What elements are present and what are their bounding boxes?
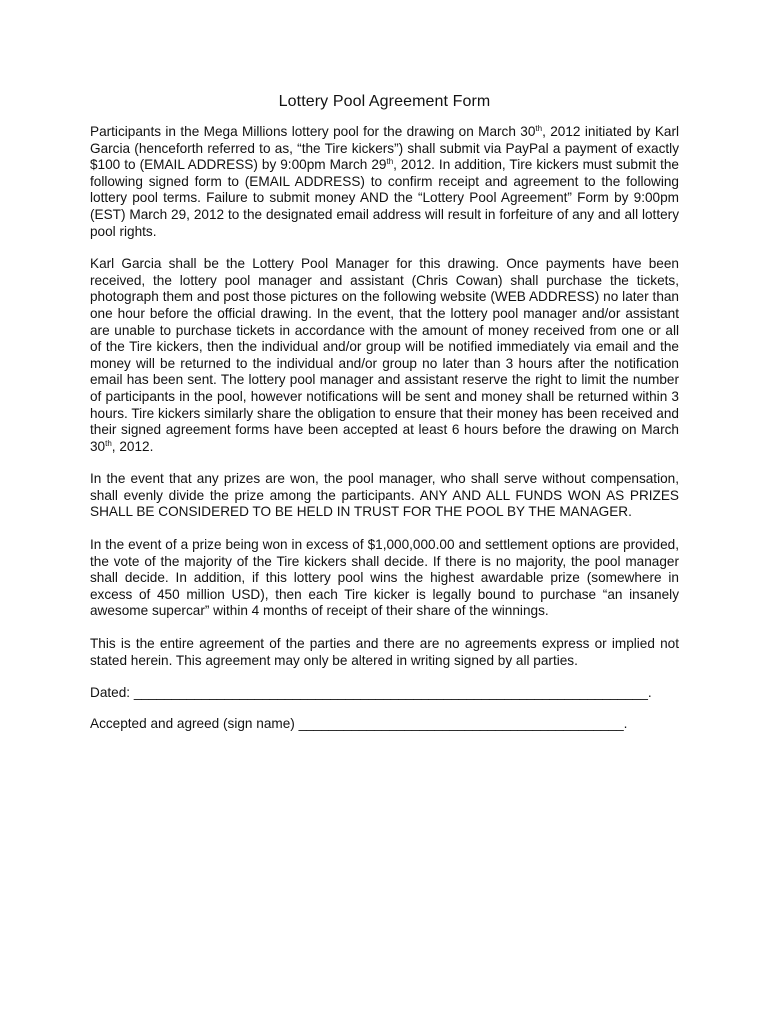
paragraph-pool-manager [90,256,679,455]
document-page [90,92,679,746]
paragraph-pool-manager-part-a: Karl Garcia shall be the Lottery Pool Manager for this drawing. Once payments have been received, the lottery pool manager and assistant (Chris Cowan) shall purchase the tickets, photograph them and post those pictures on the following website (WEB ADDRESS) no later than one hour before the official drawing. In the event, that the lottery pool manager and/or assistant are unable to purchase tickets in accordance with the amount of money received from one or all of the Tire kickers, then the individual and/or group will be notified immediately via email and the money will be returned to the individual and/or group no later than 3 hours after the notification email has been sent. The lottery pool manager and assistant reserve the right to limit the number of participants in the pool, however notifications will be sent and money shall be returned within 3 hours. Tire kickers similarly share the obligation to ensure that their money has been received and their signed agreement forms have been accepted at least 6 hours before the drawing on March 30 [90,256,679,454]
paragraph-participants-part-c: , 2012. In addition, Tire kickers must submit the following signed form to (EMAIL ADDRESS) to confirm receipt and agreement to the following lottery pool terms. Failure to submit money AND the “Lottery Pool Agreement” Form by 9:00pm (EST) March 29, 2012 to the designated email address will result in forfeiture of any and all lottery pool rights. [90,157,679,239]
paragraph-participants-part-b: , 2012 initiated by Karl Garcia (henceforth referred to as, “the Tire kickers”) shall submit via PayPal a payment of exactly $100 to (EMAIL ADDRESS) by 9:00pm March 29 [90,124,679,173]
document-title: Lottery Pool Agreement Form [278,93,491,110]
paragraph-settlement: In the event of a prize being won in excess of $1,000,000.00 and settlement options are provided, the vote of the majority of the Tire kickers shall decide. If there is no majority, the pool manager shall decide. In addition, if this lottery pool wins the highest awardable prize (somewhere in excess of 450 million USD), then each Tire kicker is legally bound to purchase “an insanely awesome supercar” within 4 months of receipt of their share of the winnings. [90,537,679,619]
superscript-th: th [105,438,112,448]
signature-field[interactable]: Accepted and agreed (sign name) ___________________________________________. [90,715,628,731]
paragraph-entire-agreement: This is the entire agreement of the parties and there are no agreements express or implied not stated herein. This agreement may only be altered in writing signed by all parties. [90,636,679,668]
paragraph-participants [90,124,679,240]
paragraph-pool-manager-part-b: , 2012. [111,438,154,454]
paragraph-prizes: In the event that any prizes are won, the pool manager, who shall serve without compensation, shall evenly divide the prize among the participants. ANY AND ALL FUNDS WON AS PRIZES SHALL BE CONSIDERED TO BE HELD IN TRUST FOR THE POOL BY THE MANAGER. [90,471,679,520]
paragraph-participants-part-a: Participants in the Mega Millions lottery pool for the drawing on March 30 [90,124,536,139]
superscript-th: th [386,157,394,167]
dated-field[interactable]: Dated: ____________________________________________________________________. [90,685,652,701]
superscript-th: th [535,124,543,133]
